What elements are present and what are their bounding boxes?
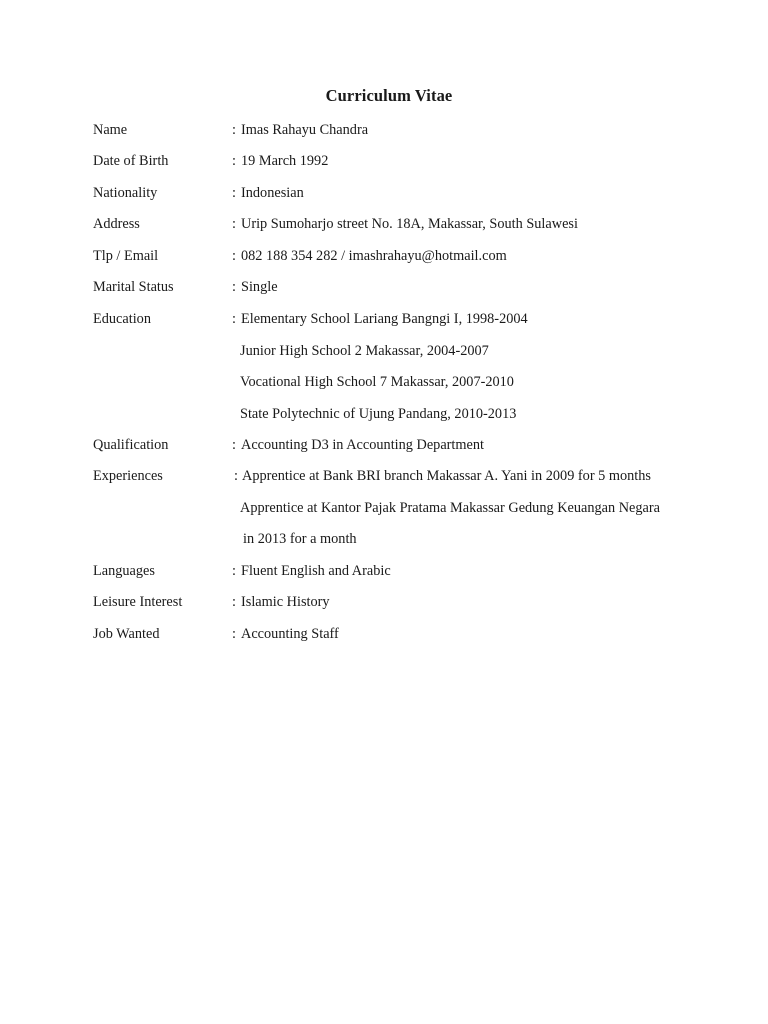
field-row-experiences-cont — [0, 528, 768, 550]
field-separator: : — [232, 626, 236, 642]
field-value-name: Imas Rahayu Chandra — [241, 122, 369, 138]
field-separator: : — [232, 563, 236, 579]
field-label-nationality: Nationality — [93, 185, 158, 201]
field-separator: : — [232, 594, 236, 610]
field-value-date-of-birth: 19 March 1992 — [241, 153, 329, 169]
field-label-education: Education — [93, 311, 151, 327]
field-label-contact: Tlp / Email — [93, 248, 159, 264]
field-label-leisure-interest: Leisure Interest — [93, 594, 183, 610]
field-row-job-wanted — [0, 623, 768, 645]
field-row-leisure-interest — [0, 591, 768, 613]
field-row-education-cont — [0, 340, 768, 362]
field-label-job-wanted: Job Wanted — [93, 626, 160, 642]
field-row-name — [0, 119, 768, 141]
education-entry: Vocational High School 7 Makassar, 2007-2010 — [240, 374, 514, 390]
field-separator: : — [232, 153, 236, 169]
field-value-leisure-interest: Islamic History — [241, 594, 330, 610]
field-label-marital-status: Marital Status — [93, 279, 174, 295]
field-row-education-cont — [0, 403, 768, 425]
field-label-languages: Languages — [93, 563, 155, 579]
field-row-experiences — [0, 465, 768, 487]
field-separator: : — [232, 185, 236, 201]
field-row-marital-status — [0, 276, 768, 298]
field-value-languages: Fluent English and Arabic — [241, 563, 391, 579]
field-value-marital-status: Single — [241, 279, 278, 295]
field-separator: : — [232, 437, 236, 453]
field-label-qualification: Qualification — [93, 437, 169, 453]
field-label-name: Name — [93, 122, 128, 138]
field-separator: : — [234, 468, 238, 484]
education-entry: State Polytechnic of Ujung Pandang, 2010-2013 — [240, 406, 517, 422]
field-value-job-wanted: Accounting Staff — [241, 626, 339, 642]
field-row-date-of-birth — [0, 150, 768, 172]
field-label-experiences: Experiences — [93, 468, 163, 484]
field-row-education-cont — [0, 371, 768, 393]
field-value-nationality: Indonesian — [241, 185, 304, 201]
field-label-date-of-birth: Date of Birth — [93, 153, 169, 169]
field-separator: : — [232, 279, 236, 295]
field-value-contact: 082 188 354 282 / imashrahayu@hotmail.com — [241, 248, 507, 264]
field-separator: : — [232, 311, 236, 327]
field-separator: : — [232, 216, 236, 232]
field-row-languages — [0, 560, 768, 582]
field-row-contact — [0, 245, 768, 267]
experience-line: in 2013 for a month — [243, 531, 357, 547]
field-separator: : — [232, 122, 236, 138]
experience-line: Apprentice at Kantor Pajak Pratama Makassar Gedung Keuangan Negara — [240, 500, 661, 516]
field-row-nationality — [0, 182, 768, 204]
education-entry: Elementary School Lariang Bangngi I, 1998-2004 — [241, 311, 528, 327]
field-row-address — [0, 213, 768, 235]
education-entry: Junior High School 2 Makassar, 2004-2007 — [240, 343, 489, 359]
field-row-experiences-cont — [0, 497, 768, 519]
experience-line: Apprentice at Bank BRI branch Makassar A. Yani in 2009 for 5 months — [242, 468, 651, 484]
field-separator: : — [232, 248, 236, 264]
field-value-address: Urip Sumoharjo street No. 18A, Makassar, South Sulawesi — [241, 216, 578, 232]
field-row-education — [0, 308, 768, 330]
field-value-qualification: Accounting D3 in Accounting Department — [241, 437, 484, 453]
field-label-address: Address — [93, 216, 140, 232]
page-title: Curriculum Vitae — [325, 86, 453, 105]
field-row-qualification — [0, 434, 768, 456]
